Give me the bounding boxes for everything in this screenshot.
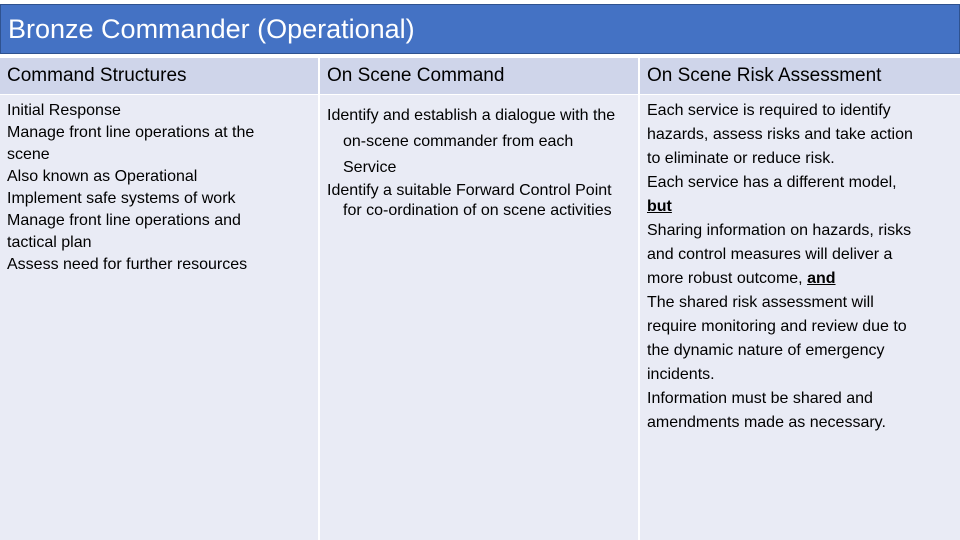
paragraph-line: to eliminate or reduce risk.	[647, 150, 835, 167]
paragraph-line: amendments made as necessary.	[647, 414, 886, 431]
paragraph-line	[647, 267, 953, 291]
header-command-structures: Command Structures	[0, 58, 318, 94]
paragraph-line: require monitoring and review due to	[647, 318, 907, 335]
slide-title: Bronze Commander (Operational)	[8, 14, 415, 44]
paragraph-line: Information must be shared and	[647, 390, 873, 407]
list-item: Implement safe systems of work	[7, 190, 236, 207]
list-item: Initial Response	[7, 102, 121, 119]
paragraph-line	[647, 195, 953, 219]
list-item: Manage front line operations and	[7, 212, 241, 229]
table-body-row	[0, 95, 960, 540]
paragraph-line: incidents.	[647, 366, 715, 383]
list-item: Identify and establish a dialogue with the on-scene commander from each Service	[327, 107, 616, 176]
command-structures-cell	[0, 95, 318, 540]
list-item: Assess need for further resources	[7, 256, 248, 273]
paragraph-line: hazards, assess risks and take action	[647, 126, 913, 143]
paragraph-line: The shared risk assessment will	[647, 294, 874, 311]
paragraph-text: more robust outcome,	[647, 270, 808, 287]
list-item: Identify a suitable Forward Control Point for co-ordination of on scene activities	[327, 182, 612, 219]
paragraph-line: Each service is required to identify	[647, 102, 891, 119]
header-on-scene-risk-assessment: On Scene Risk Assessment	[640, 58, 960, 94]
risk-assessment-cell	[640, 95, 960, 540]
list-item: Also known as Operational	[7, 168, 198, 185]
header-on-scene-command: On Scene Command	[320, 58, 638, 94]
list-item: scene	[7, 146, 50, 163]
paragraph-line: the dynamic nature of emergency	[647, 342, 885, 359]
emphasis-but: but	[647, 198, 672, 215]
paragraph-line: Sharing information on hazards, risks	[647, 222, 912, 239]
table-header-row	[0, 58, 960, 94]
list-item: Manage front line operations at the	[7, 124, 255, 141]
slide-title-bar	[0, 4, 960, 54]
on-scene-command-cell	[320, 95, 638, 540]
emphasis-and: and	[807, 270, 836, 287]
paragraph-line: Each service has a different model,	[647, 174, 897, 191]
list-item: tactical plan	[7, 234, 92, 251]
paragraph-line: and control measures will deliver a	[647, 246, 893, 263]
